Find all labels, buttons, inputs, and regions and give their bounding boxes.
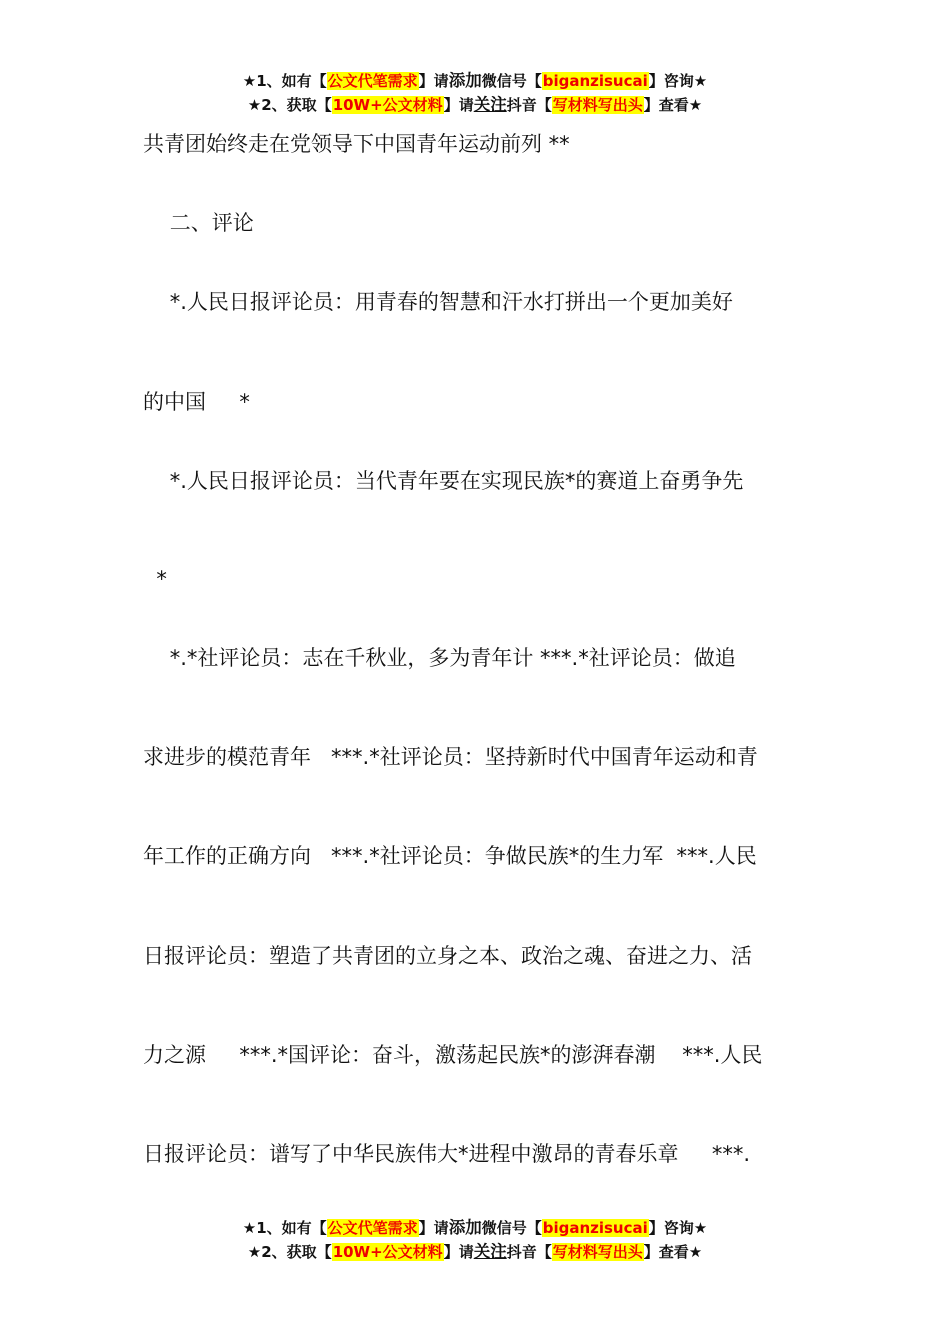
highlight-douyin-account: 写材料写出头: [552, 96, 643, 114]
highlight-service: 公文代笔需求: [327, 1219, 418, 1237]
banner-line-2: ★2、获取【10W+公文材料】请关注抖音【写材料写出头】查看★: [247, 1242, 703, 1261]
banner-line-1: ★1、如有【公文代笔需求】请添加微信号【biganzisucai】咨询★: [242, 1218, 708, 1237]
banner-line-1: ★1、如有【公文代笔需求】请添加微信号【biganzisucai】咨询★: [242, 71, 708, 90]
body-line: 求进步的模范青年 ***.*社评论员：坚持新时代中国青年运动和青: [143, 745, 758, 769]
highlight-materials: 10W+公文材料: [332, 1243, 443, 1261]
banner-line-2: ★2、获取【10W+公文材料】请关注抖音【写材料写出头】查看★: [247, 95, 703, 114]
footer-banner: [0, 1216, 950, 1264]
body-line: *: [143, 567, 167, 591]
body-line: 年工作的正确方向 ***.*社评论员：争做民族*的生力军 ***.人民: [143, 844, 757, 868]
body-line: 力之源 ***.*国评论：奋斗，激荡起民族*的澎湃春潮 ***.人民: [143, 1043, 763, 1067]
body-line: 日报评论员：塑造了共青团的立身之本、政治之魂、奋进之力、活: [143, 944, 752, 968]
body-line: 日报评论员：谱写了中华民族伟大*进程中激昂的青春乐章 ***.: [143, 1142, 751, 1166]
body-line: *.人民日报评论员：用青春的智慧和汗水打拼出一个更加美好: [143, 290, 733, 314]
body-line: *.人民日报评论员：当代青年要在实现民族*的赛道上奋勇争先: [143, 469, 744, 493]
section-heading: 二、评论: [143, 211, 254, 235]
highlight-douyin-account: 写材料写出头: [552, 1243, 643, 1261]
body-line: *.*社评论员：志在千秋业，多为青年计 ***.*社评论员：做追: [143, 646, 736, 670]
body-line: 共青团始终走在党领导下中国青年运动前列 **: [143, 132, 570, 156]
highlight-service: 公文代笔需求: [327, 72, 418, 90]
header-banner: [0, 69, 950, 117]
body-line: 的中国 *: [143, 390, 250, 414]
highlight-materials: 10W+公文材料: [332, 96, 443, 114]
highlight-wechat-id: biganzisucai: [542, 72, 648, 90]
highlight-wechat-id: biganzisucai: [542, 1219, 648, 1237]
